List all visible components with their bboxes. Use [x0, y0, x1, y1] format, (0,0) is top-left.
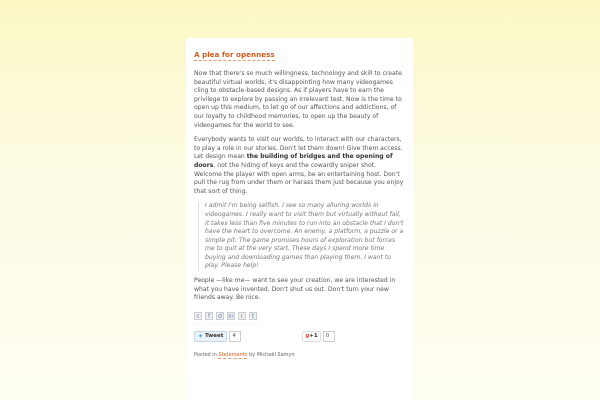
post-card — [186, 38, 413, 400]
share-icons — [194, 312, 405, 320]
social-buttons — [194, 331, 405, 342]
tumblr-icon[interactable]: t — [249, 312, 257, 320]
post-title[interactable]: A plea for openness — [194, 50, 275, 59]
tweet-count: 4 — [229, 331, 241, 342]
category-link[interactable]: Statements — [218, 351, 248, 358]
tweet-button[interactable] — [194, 331, 227, 342]
post-paragraph-2 — [194, 136, 405, 196]
post-blockquote: I admit I'm being selfish. I see so many alluring worlds in videogames. I really want to visit them but virtually without fail, it takes less than five minutes to run into an obstacle that I don't have the heart to overcome. An enemy, a platform, a puzzle or a simple pit. The game promises hours of exploration but forces me to quit at the very start. These days I spend more time buying and downloading games than playing them. I want to play. Please help! — [198, 202, 405, 271]
gplus-icon: g — [305, 332, 310, 339]
author-byline: by Michaël Samyn — [248, 351, 295, 358]
twitter-bird-icon: ✦ — [198, 332, 204, 340]
reddit-icon[interactable]: r — [238, 312, 246, 320]
gplus-button[interactable] — [302, 331, 320, 342]
facebook-icon[interactable]: f — [205, 312, 213, 320]
linkedin-icon[interactable]: in — [228, 312, 234, 320]
paragraph-2-bold: the building of bridges and the opening of doors — [194, 153, 393, 169]
posted-in-label: Posted in — [194, 351, 217, 358]
paragraph-2-text-a: Everybody wants to visit our worlds, to interact with our characters, to play a role in our stories. Don't let them down! Give them access. Let design mean — [194, 136, 403, 161]
delicious-icon[interactable]: c — [194, 312, 202, 320]
post-paragraph-1: Now that there's so much willingness, technology and skill to create beautiful virtual worlds, it's disappointing how many videogames cling to obstacle-based designs. As if players have to earn the privilege to explore by passing an irrelevant test. Now is the time to open up this medium, to let go of our affections and addictions, of our loyalty to childhood memories, to open up the beauty of videogames for the world to see. — [194, 70, 402, 129]
post-paragraph-3: People —like me— want to see your creation, we are interested in what you have invented. Don't shut us out. Don't turn your new friends away. Be nice. — [194, 277, 396, 302]
share-dots-divider: ···· ···· ···· ···· ···· ···· — [194, 320, 260, 326]
post-meta — [194, 352, 405, 358]
tweet-label: Tweet — [205, 333, 224, 340]
gplus-label: +1 — [309, 332, 318, 339]
gplus-count: 0 — [323, 331, 335, 342]
digg-icon[interactable]: d — [216, 312, 224, 320]
paragraph-2-text-b: , not the hiding of keys and the cowardly sniper shot. Welcome the player with open arms, be an entertaining host. Don't pull the rug from under them or harass them just because you enjoy that sort of thing. — [194, 161, 404, 195]
